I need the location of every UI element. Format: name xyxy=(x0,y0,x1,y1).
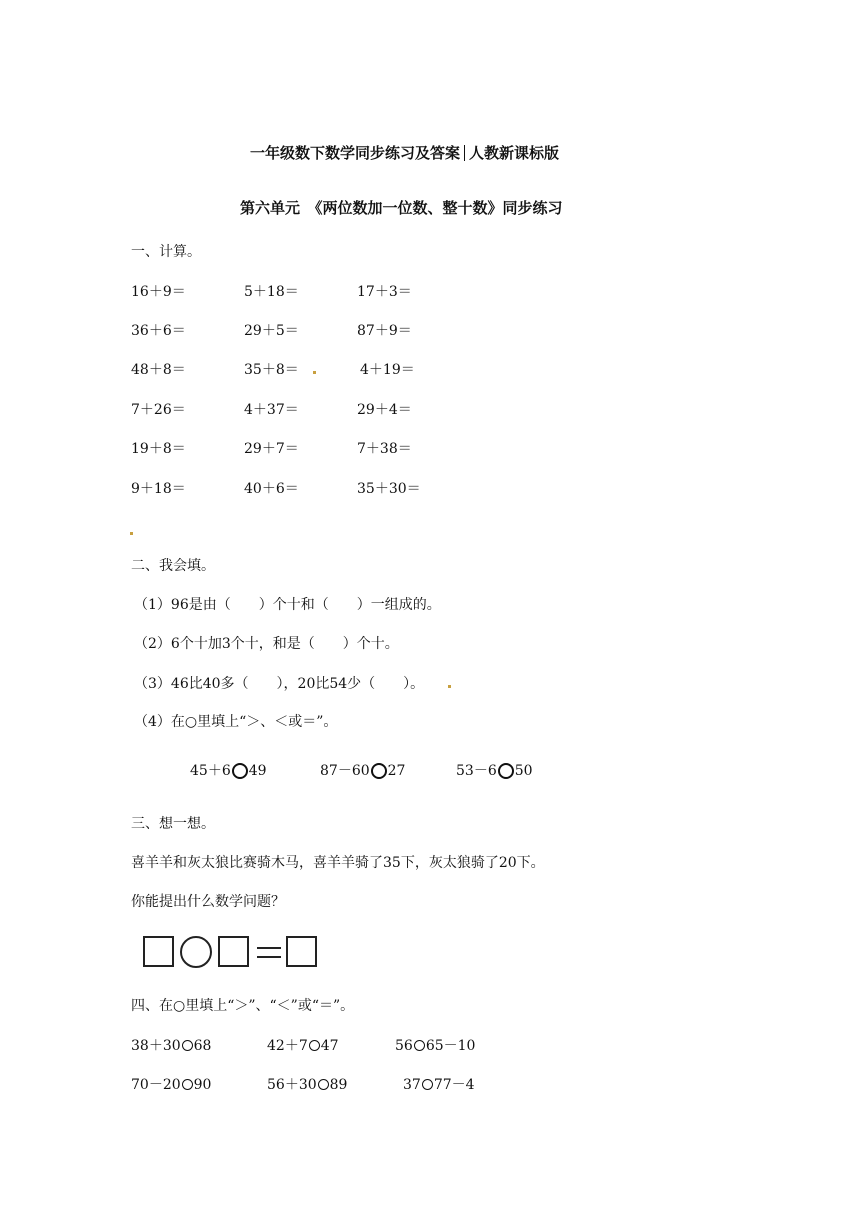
calc-problem: 4＋37＝ xyxy=(244,402,299,418)
compare-right: 27 xyxy=(387,763,406,779)
answer-circle xyxy=(182,1040,193,1051)
compare-left: 56＋30 xyxy=(267,1077,317,1093)
calc-problem: 87＋9＝ xyxy=(357,323,412,339)
answer-box xyxy=(286,936,317,967)
calc-problem: 7＋38＝ xyxy=(357,441,412,457)
answer-box xyxy=(143,936,174,967)
answer-circle xyxy=(318,1079,329,1090)
compare-left: 56 xyxy=(395,1038,413,1054)
compare-right: 65－10 xyxy=(425,1038,476,1054)
answer-circle xyxy=(232,763,248,779)
compare-item xyxy=(456,760,533,780)
equals-line-top xyxy=(257,947,281,949)
page-subtitle: 第六单元 《两位数加一位数、整十数》同步练习 xyxy=(240,199,563,217)
compare-item xyxy=(395,1035,475,1055)
compare-left: 42＋7 xyxy=(267,1038,308,1054)
answer-circle xyxy=(371,763,387,779)
calc-problem: 5＋18＝ xyxy=(244,284,299,300)
calc-problem: 17＋3＝ xyxy=(357,284,412,300)
calc-problem: 19＋8＝ xyxy=(131,441,186,457)
compare-item xyxy=(403,1074,475,1094)
scan-speck xyxy=(313,371,316,374)
fill-question-2: （2）6个十加3个十，和是（ ）个十。 xyxy=(134,636,399,652)
title-separator xyxy=(464,145,465,161)
page-title xyxy=(250,142,559,163)
compare-item xyxy=(320,760,405,780)
fill-question-3: （3）46比40多（ ），20比54少（ ）。 xyxy=(134,676,425,692)
calc-problem: 48＋8＝ xyxy=(131,362,186,378)
compare-item xyxy=(131,1035,211,1055)
answer-circle xyxy=(414,1040,425,1051)
compare-left: 87－60 xyxy=(320,763,370,779)
compare-right: 90 xyxy=(193,1077,212,1093)
calc-problem: 35＋30＝ xyxy=(357,481,421,497)
calc-problem: 9＋18＝ xyxy=(131,481,186,497)
fill-question-4: （4）在○里填上“＞、＜或＝”。 xyxy=(134,714,338,730)
section4-heading: 四、在○里填上“＞”、“＜”或“＝”。 xyxy=(131,998,355,1014)
calc-problem: 16＋9＝ xyxy=(131,284,186,300)
answer-circle xyxy=(309,1040,320,1051)
compare-left: 38＋30 xyxy=(131,1038,181,1054)
scan-speck xyxy=(130,532,133,535)
scan-speck xyxy=(448,685,451,688)
compare-right: 89 xyxy=(329,1077,348,1093)
calc-problem: 7＋26＝ xyxy=(131,402,186,418)
section3-heading: 三、想一想。 xyxy=(131,816,215,832)
question-text: 你能提出什么数学问题？ xyxy=(131,894,285,910)
compare-left: 37 xyxy=(403,1077,421,1093)
calc-problem: 29＋4＝ xyxy=(357,402,412,418)
compare-left: 53－6 xyxy=(456,763,497,779)
section1-heading: 一、计算。 xyxy=(131,244,201,260)
compare-item xyxy=(131,1074,211,1094)
compare-right: 47 xyxy=(320,1038,339,1054)
calc-problem: 35＋8＝ xyxy=(244,362,299,378)
calc-problem: 36＋6＝ xyxy=(131,323,186,339)
story-text: 喜羊羊和灰太狼比赛骑木马，喜羊羊骑了35下，灰太狼骑了20下。 xyxy=(131,855,545,871)
fill-question-1: （1）96是由（ ）个十和（ ）一组成的。 xyxy=(134,597,441,613)
answer-circle xyxy=(422,1079,433,1090)
answer-box xyxy=(218,936,249,967)
calc-problem: 29＋7＝ xyxy=(244,441,299,457)
compare-right: 49 xyxy=(248,763,267,779)
compare-right: 68 xyxy=(193,1038,212,1054)
section2-heading: 二、我会填。 xyxy=(131,558,215,574)
compare-right: 50 xyxy=(514,763,533,779)
calc-problem: 4＋19＝ xyxy=(360,362,415,378)
compare-right: 77－4 xyxy=(433,1077,475,1093)
operator-circle xyxy=(180,936,212,968)
compare-item xyxy=(267,1074,347,1094)
answer-circle xyxy=(182,1079,193,1090)
compare-item xyxy=(190,760,267,780)
title-edition: 人教新课标版 xyxy=(469,144,560,162)
calc-problem: 40＋6＝ xyxy=(244,481,299,497)
title-main: 一年级数下数学同步练习及答案 xyxy=(250,144,461,162)
equals-line-bottom xyxy=(257,956,281,958)
answer-circle xyxy=(498,763,514,779)
compare-left: 45＋6 xyxy=(190,763,231,779)
compare-left: 70－20 xyxy=(131,1077,181,1093)
compare-item xyxy=(267,1035,339,1055)
calc-problem: 29＋5＝ xyxy=(244,323,299,339)
